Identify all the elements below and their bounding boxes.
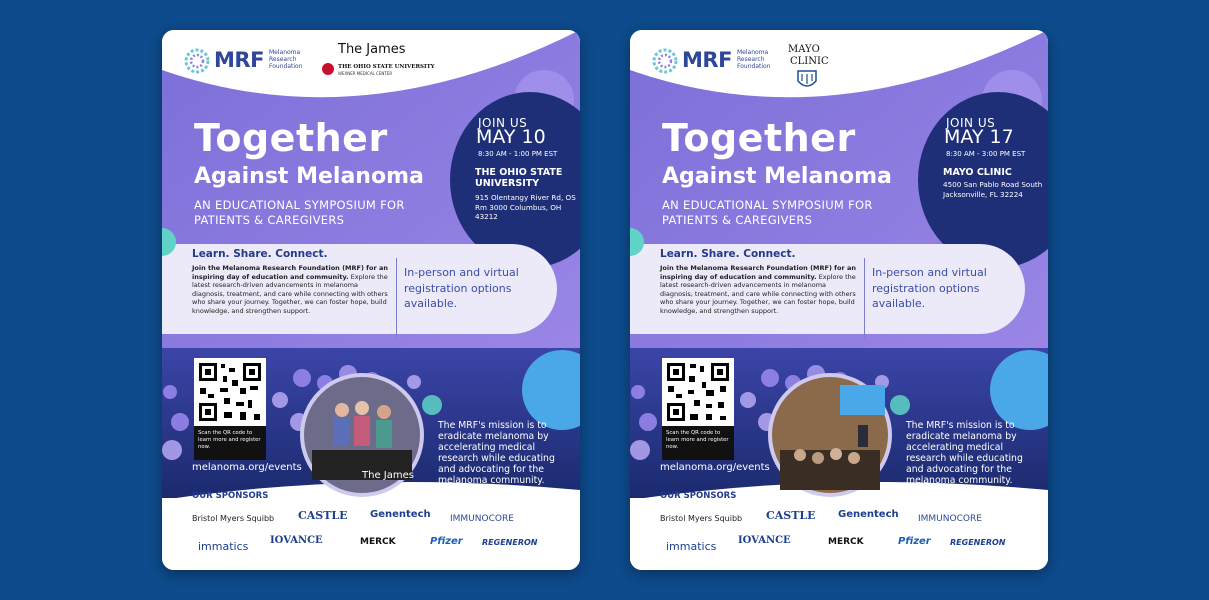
event-url[interactable]: melanoma.org/events (660, 462, 770, 473)
sponsor-immatics: immatics (666, 540, 717, 553)
mrf-logo-subtitle: Melanoma Research Foundation (737, 49, 771, 70)
sponsor-castle: CASTLE (298, 509, 348, 522)
registration-options: In-person and virtual registration options available. (404, 266, 519, 310)
title-line2: Against Melanoma (194, 164, 424, 189)
title-line1: Together (662, 116, 856, 160)
learn-body-lead: Join the Melanoma Research Foundation (MRF) for an inspiring day of education and community. (192, 264, 388, 281)
venue-name: MAYO CLINIC (943, 167, 1012, 178)
divider (396, 258, 397, 338)
sponsor-merck: MERCK (360, 537, 396, 547)
sponsor-bms: Bristol Myers Squibb (192, 514, 275, 523)
mrf-logo-text: MRF (682, 48, 732, 72)
venue-name: THE OHIO STATE UNIVERSITY (475, 167, 563, 189)
title-line1: Together (194, 116, 388, 160)
subtitle: AN EDUCATIONAL SYMPOSIUM FOR PATIENTS & CAREGIVERS (194, 198, 405, 227)
event-time: 8:30 AM - 3:00 PM EST (946, 150, 1026, 158)
sponsor-immunocore: IMMUNOCORE (450, 514, 514, 524)
learn-body-rest: Explore the latest research-driven advancements in melanoma diagnosis, treatment, and care while connecting with others who share your journey. Together, we can foster hope, build knowledge, and strengthen support. (660, 272, 856, 315)
event-time: 8:30 AM - 1:00 PM EST (478, 150, 558, 158)
learn-title: Learn. Share. Connect. (192, 248, 328, 260)
qr-code[interactable] (662, 358, 734, 426)
join-us: JOIN US (946, 116, 996, 130)
event-date: MAY 17 (944, 126, 1014, 148)
mrf-swirl-icon (184, 48, 210, 74)
venue-address: 915 Olentangy River Rd, OS Rm 3000 Columbus, OH 43212 (475, 193, 576, 221)
flyer-mayo-clinic (630, 30, 1048, 570)
title-line2: Against Melanoma (662, 164, 892, 189)
sponsor-castle: CASTLE (766, 509, 816, 522)
mrf-logo-subtitle: Melanoma Research Foundation (269, 49, 303, 70)
sponsors-title: OUR SPONSORS (192, 491, 269, 501)
qr-code[interactable] (194, 358, 266, 426)
osu-block-o-icon (322, 63, 334, 75)
learn-body-rest: Explore the latest research-driven advancements in melanoma diagnosis, treatment, and care while connecting with others who share your journey. Together, we can foster hope, build knowledge, and strengthen support. (192, 272, 388, 315)
learn-body (660, 264, 860, 316)
sponsor-immatics: immatics (198, 540, 249, 553)
partner-sub: CLINIC (790, 56, 829, 67)
sponsor-iovance: IOVANCE (738, 535, 791, 546)
sponsor-genentech: Genentech (370, 509, 431, 520)
partner-sub2: WEXNER MEDICAL CENTER (338, 71, 393, 76)
learn-body (192, 264, 392, 316)
qr-caption: Scan the QR code to learn more and register now. (662, 426, 734, 460)
sponsor-regeneron: REGENERON (950, 538, 1006, 547)
divider (864, 258, 865, 338)
sponsor-pfizer: Pfizer (430, 536, 463, 547)
registration-options: In-person and virtual registration options available. (872, 266, 987, 310)
sponsor-pfizer: Pfizer (898, 536, 931, 547)
qr-caption: Scan the QR code to learn more and register now. (194, 426, 266, 460)
mission-text: The MRF's mission is to eradicate melanoma by accelerating medical research while educating and advocating for the melanoma community. (438, 420, 555, 486)
photo-caption: The James (362, 470, 414, 481)
flyer-ohio-state (162, 30, 580, 570)
sponsor-genentech: Genentech (838, 509, 899, 520)
partner-title: The James (338, 42, 406, 57)
mrf-swirl-icon (652, 48, 678, 74)
subtitle: AN EDUCATIONAL SYMPOSIUM FOR PATIENTS & CAREGIVERS (662, 198, 873, 227)
mission-text: The MRF's mission is to eradicate melanoma by accelerating medical research while educating and advocating for the melanoma community. (906, 420, 1023, 486)
sponsor-immunocore: IMMUNOCORE (918, 514, 982, 524)
partner-title: MAYO (788, 44, 820, 55)
partner-sub: THE OHIO STATE UNIVERSITY (338, 64, 435, 70)
learn-body-lead: Join the Melanoma Research Foundation (MRF) for an inspiring day of education and community. (660, 264, 856, 281)
sponsor-merck: MERCK (828, 537, 864, 547)
join-us: JOIN US (478, 116, 528, 130)
sponsor-iovance: IOVANCE (270, 535, 323, 546)
event-url[interactable]: melanoma.org/events (192, 462, 302, 473)
mayo-shield-icon (796, 69, 818, 91)
sponsor-bms: Bristol Myers Squibb (660, 514, 743, 523)
mrf-logo-text: MRF (214, 48, 264, 72)
sponsors-title: OUR SPONSORS (660, 491, 737, 501)
learn-title: Learn. Share. Connect. (660, 248, 796, 260)
event-date: MAY 10 (476, 126, 546, 148)
sponsor-regeneron: REGENERON (482, 538, 538, 547)
venue-address: 4500 San Pablo Road South Jacksonville, FL 32224 (943, 180, 1043, 199)
